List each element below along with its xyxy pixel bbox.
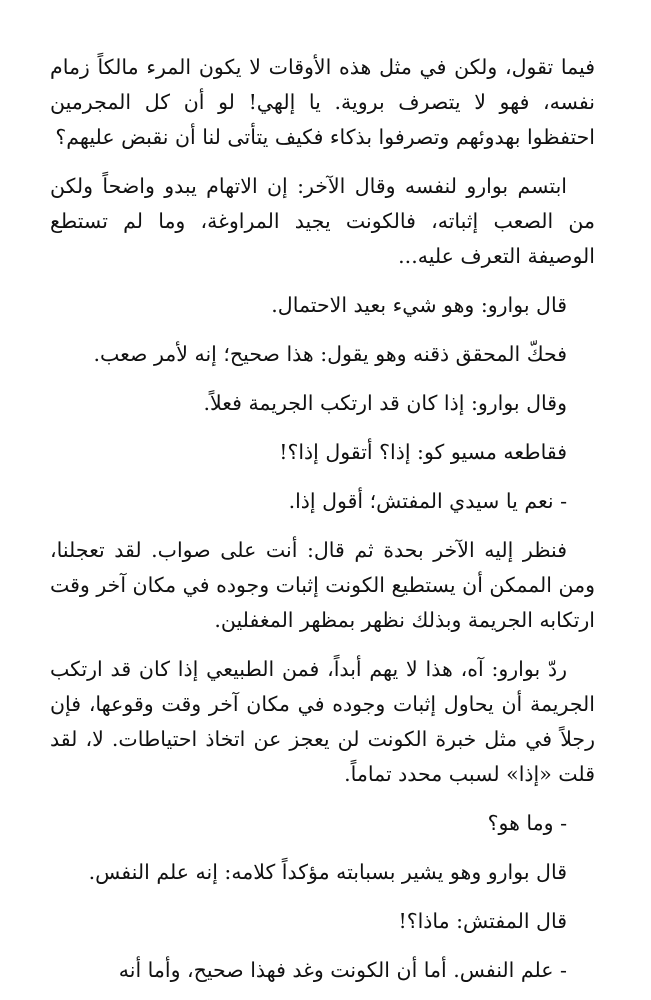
paragraph-12: قال المفتش: ماذا؟! xyxy=(398,909,567,933)
paragraph-7: - نعم يا سيدي المفتش؛ أقول إذا. xyxy=(288,489,567,513)
paragraph-11: قال بوارو وهو يشير بسبابته مؤكداً كلامه: إنه علم النفس. xyxy=(88,860,567,884)
paragraph-13: - علم النفس. أما أن الكونت وغد فهذا صحيح، وأما أنه xyxy=(118,958,567,982)
paragraph-1: فيما تقول، ولكن في مثل هذه الأوقات لا يكون المرء مالكاً زمام نفسه، فهو لا يتصرف بروية. يا إلهي! لو أن كل المجرمين احتفظوا بهدوئهم وتصرفوا بذكاء فكيف يتأتى لنا أن نقبض عليهم؟ xyxy=(50,55,595,149)
paragraph-8: فنظر إليه الآخر بحدة ثم قال: أنت على صواب. لقد تعجلنا، ومن الممكن أن يستطيع الكونت إثبات وجوده في مكان آخر وقت ارتكابه الجريمة وبذلك نظهر بمظهر المغفلين. xyxy=(50,538,595,632)
paragraph-4: فحكّ المحقق ذقنه وهو يقول: هذا صحيح؛ إنه لأمر صعب. xyxy=(93,342,567,366)
paragraph-9: ردّ بوارو: آه، هذا لا يهم أبداً، فمن الطبيعي إذا كان قد ارتكب الجريمة أن يحاول إثبات وجوده في مكان آخر وقت وقوعها، فإن رجلاً في مثل خبرة الكونت لن يعجز عن اتخاذ احتياطات. لا، لقد قلت «إذا» لسبب محدد تماماً. xyxy=(50,657,595,786)
paragraph-5: وقال بوارو: إذا كان قد ارتكب الجريمة فعلاً. xyxy=(203,391,567,415)
paragraph-2: ابتسم بوارو لنفسه وقال الآخر: إن الاتهام يبدو واضحاً ولكن من الصعب إثباته، فالكونت يجيد المراوغة، وما لم تستطع الوصيفة التعرف عليه... xyxy=(50,174,595,268)
paragraph-10: - وما هو؟ xyxy=(487,811,567,835)
paragraph-3: قال بوارو: وهو شيء بعيد الاحتمال. xyxy=(271,293,567,317)
paragraph-6: فقاطعه مسيو كو: إذا؟ أتقول إذا؟! xyxy=(279,440,567,464)
